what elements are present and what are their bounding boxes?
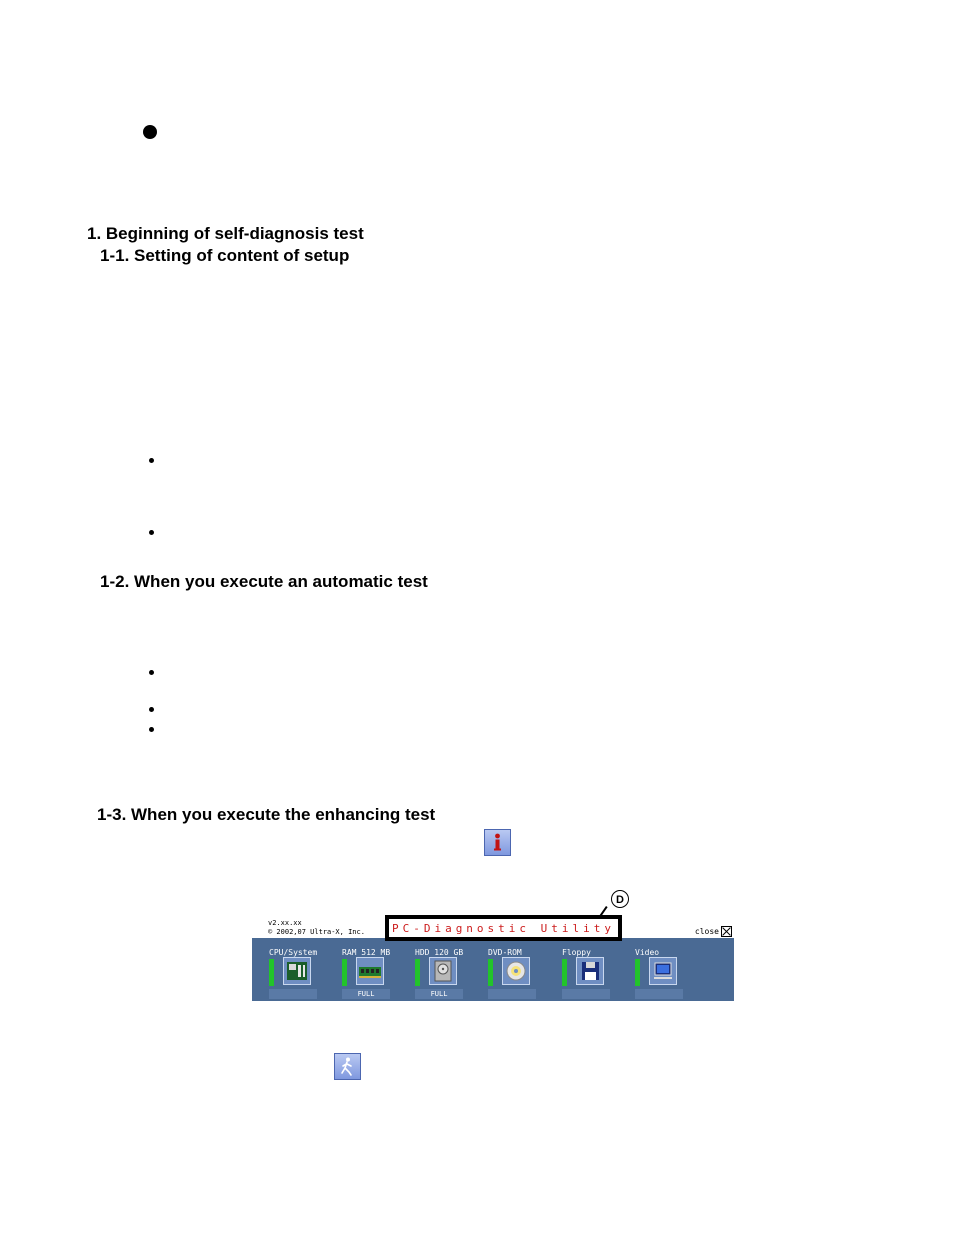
device-label: Floppy: [562, 948, 591, 957]
device-icon-box: [429, 957, 457, 985]
device-indicator: [342, 959, 347, 986]
memory-module-icon: [357, 958, 383, 984]
device-label: CPU/System: [269, 948, 318, 957]
bullet: [149, 458, 154, 463]
device-status: [269, 989, 317, 999]
close-icon: [721, 926, 732, 937]
floppy-disk-icon: [577, 958, 603, 984]
device-label: DVD-ROM: [488, 948, 522, 957]
device-indicator: [269, 959, 274, 986]
device-label: RAM 512 MB: [342, 948, 391, 957]
device-hdd[interactable]: [415, 938, 485, 1001]
info-button[interactable]: [484, 829, 511, 856]
device-dvd-rom[interactable]: [488, 938, 558, 1001]
device-status: [488, 989, 536, 999]
device-status: [635, 989, 683, 999]
device-cpu-system[interactable]: [269, 938, 339, 1001]
close-button[interactable]: [695, 926, 732, 937]
run-test-button[interactable]: [334, 1053, 361, 1080]
running-person-icon: [335, 1054, 360, 1079]
version-info: [268, 919, 365, 937]
copyright-text: © 2002,07 Ultra-X, Inc.: [268, 928, 365, 936]
callout-marker: D: [611, 890, 629, 908]
bullet: [149, 530, 154, 535]
device-video[interactable]: [635, 938, 705, 1001]
device-label: HDD 120 GB: [415, 948, 464, 957]
device-indicator: [635, 959, 640, 986]
device-status: FULL: [415, 989, 463, 999]
heading-beginning-self-diagnosis: 1. Beginning of self-diagnosis test: [87, 224, 364, 243]
device-icon-box: [649, 957, 677, 985]
cpu-board-icon: [284, 958, 310, 984]
device-indicator: [562, 959, 567, 986]
device-icon-box: [356, 957, 384, 985]
device-label: Video: [635, 948, 660, 957]
device-indicator: [488, 959, 493, 986]
device-icon-box: [502, 957, 530, 985]
bullet: [149, 670, 154, 675]
close-label: close: [694, 927, 719, 936]
device-floppy[interactable]: [562, 938, 632, 1001]
large-bullet: [143, 125, 157, 139]
version-text: v2.xx.xx: [268, 919, 302, 927]
bullet: [149, 727, 154, 732]
utility-title: PC-Diagnostic Utility: [391, 922, 616, 935]
diagnostic-utility-panel: [252, 894, 734, 1001]
optical-disc-icon: [503, 958, 529, 984]
device-status: FULL: [342, 989, 390, 999]
device-icon-box: [283, 957, 311, 985]
heading-automatic-test: 1-2. When you execute an automatic test: [100, 572, 428, 591]
bullet: [149, 707, 154, 712]
info-person-icon: [485, 830, 510, 855]
device-status: [562, 989, 610, 999]
heading-setting-content-setup: 1-1. Setting of content of setup: [100, 246, 350, 265]
device-indicator: [415, 959, 420, 986]
device-icon-box: [576, 957, 604, 985]
hard-disk-icon: [430, 958, 456, 984]
device-ram[interactable]: [342, 938, 412, 1001]
monitor-icon: [650, 958, 676, 984]
heading-enhancing-test: 1-3. When you execute the enhancing test: [97, 805, 436, 824]
